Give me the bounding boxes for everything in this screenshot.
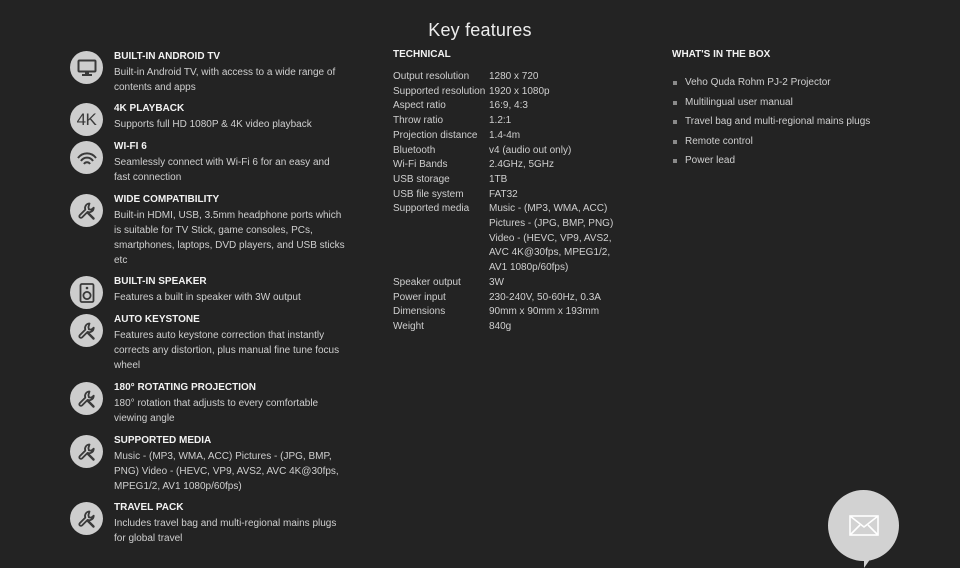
technical-value-line: 1920 x 1080p: [489, 85, 550, 97]
technical-label: Projection distance: [393, 129, 478, 141]
technical-value-line: 2.4GHz, 5GHz: [489, 159, 555, 171]
chat-bubble-tail: [864, 548, 878, 568]
box-heading: WHAT'S IN THE BOX: [672, 49, 771, 60]
feature-description: Supports full HD 1080P & 4K video playback: [114, 119, 312, 130]
feature-title: 4K PLAYBACK: [114, 103, 185, 114]
technical-value: [489, 188, 623, 203]
bullet-icon: [673, 101, 677, 105]
feature-title: AUTO KEYSTONE: [114, 314, 200, 325]
feature-description: Includes travel bag and multi-regional mains plugs for global travel: [114, 518, 337, 544]
box-item: [672, 112, 902, 132]
technical-label: Throw ratio: [393, 115, 444, 127]
feature-title: 180° ROTATING PROJECTION: [114, 382, 256, 393]
technical-value: [489, 291, 623, 306]
bullet-icon: [673, 140, 677, 144]
technical-value-line: AVC 4K@30fps, MPEG1/2,: [489, 247, 611, 259]
technical-value-line: Video - (HEVC, VP9, AVS2,: [489, 232, 612, 244]
box-item-label: Power lead: [685, 155, 736, 166]
technical-value: [489, 202, 623, 276]
technical-label: USB file system: [393, 188, 464, 200]
tv-icon: [70, 51, 103, 84]
technical-value: [489, 158, 623, 173]
technical-label: Weight: [393, 320, 424, 332]
technical-label: Output resolution: [393, 71, 470, 82]
technical-label: Supported resolution: [393, 85, 486, 97]
technical-label: Aspect ratio: [393, 100, 446, 112]
technical-value-line: Music - (MP3, WMA, ACC): [489, 203, 608, 215]
technical-value: [489, 129, 623, 144]
technical-value-line: 1280 x 720: [489, 71, 539, 82]
box-item: [672, 93, 902, 113]
technical-row: [393, 114, 623, 129]
feature-title: SUPPORTED MEDIA: [114, 435, 212, 446]
technical-value-line: FAT32: [489, 188, 518, 200]
technical-specs: [393, 48, 623, 335]
technical-value: [489, 114, 623, 129]
technical-row: [393, 202, 623, 276]
bullet-icon: [673, 159, 677, 163]
box-item-label: Travel bag and multi-regional mains plugs: [685, 116, 871, 127]
technical-row: [393, 129, 623, 144]
box-item: [672, 151, 902, 171]
wrench-icon: [70, 382, 103, 415]
technical-value-line: 3W: [489, 276, 504, 288]
technical-value-line: v4 (audio out only): [489, 144, 572, 156]
technical-value-line: 840g: [489, 320, 512, 332]
feature-title: WI-FI 6: [114, 141, 147, 152]
technical-label: Dimensions: [393, 306, 446, 318]
technical-row: [393, 70, 623, 85]
box-item-label: Multilingual user manual: [685, 96, 793, 108]
technical-row: [393, 291, 623, 306]
technical-value-line: 16:9, 4:3: [489, 100, 528, 112]
bullet-icon: [673, 120, 677, 124]
technical-label: Bluetooth: [393, 144, 436, 156]
feature-title: BUILT-IN ANDROID TV: [114, 51, 221, 62]
technical-row: [393, 188, 623, 203]
4k-icon-text: 4K: [76, 109, 97, 129]
technical-value-line: 1.4-4m: [489, 129, 521, 141]
4k-icon: [70, 103, 103, 136]
technical-value-line: Pictures - (JPG, BMP, PNG): [489, 218, 614, 230]
wrench-icon: [70, 314, 103, 347]
page-title: Key features: [428, 20, 532, 41]
technical-label: Power input: [393, 291, 446, 303]
technical-row: [393, 320, 623, 335]
technical-row: [393, 85, 623, 100]
technical-value-line: AV1 1080p/60fps): [489, 262, 569, 274]
box-item: [672, 132, 902, 152]
feature-description: 180° rotation that adjusts to every comfortable viewing angle: [114, 398, 319, 424]
feature-title: WIDE COMPATIBILITY: [114, 194, 220, 205]
technical-row: [393, 144, 623, 159]
box-item-label: Veho Quda Rohm PJ-2 Projector: [685, 77, 831, 88]
technical-value: [489, 70, 623, 85]
feature-description: Music - (MP3, WMA, ACC) Pictures - (JPG, BMP, PNG) Video - (HEVC, VP9, AVS2, AVC 4K@30fps, MPEG1/2, AV1 1080p/60fps): [114, 451, 339, 492]
wifi-icon: [70, 141, 103, 174]
technical-row: [393, 158, 623, 173]
speaker-icon: [70, 276, 103, 309]
technical-value: [489, 99, 623, 114]
feature-description: Seamlessly connect with Wi-Fi 6 for an easy and fast connection: [114, 157, 330, 183]
technical-value-line: 1TB: [489, 173, 508, 185]
technical-value: [489, 276, 623, 291]
wrench-icon: [70, 502, 103, 535]
technical-row: [393, 173, 623, 188]
chat-button[interactable]: [828, 490, 899, 561]
technical-label: Speaker output: [393, 276, 461, 288]
bullet-icon: [673, 81, 677, 85]
technical-label: Supported media: [393, 203, 470, 215]
mail-icon: [849, 515, 879, 536]
technical-value-line: 1.2:1: [489, 115, 512, 127]
technical-value: [489, 320, 623, 335]
box-item: [672, 73, 902, 93]
technical-row: [393, 276, 623, 291]
feature-description: Built-in HDMI, USB, 3.5mm headphone ports which is suitable for TV Stick, game consoles, PCs, smartphones, laptops, DVD players, and USB sticks etc: [114, 210, 345, 266]
box-items-list: [672, 73, 902, 171]
technical-row: [393, 305, 623, 320]
technical-value-line: 90mm x 90mm x 193mm: [489, 306, 600, 318]
technical-value: [489, 173, 623, 188]
technical-value: [489, 85, 623, 100]
technical-value: [489, 305, 623, 320]
technical-value: [489, 144, 623, 159]
box-item-label: Remote control: [685, 135, 753, 147]
feature-description: Features a built in speaker with 3W output: [114, 292, 301, 303]
technical-label: Wi-Fi Bands: [393, 159, 448, 171]
wrench-icon: [70, 194, 103, 227]
technical-table: [393, 70, 623, 335]
feature-description: Features auto keystone correction that instantly corrects any distortion, plus manual fine tune focus wheel: [114, 330, 340, 371]
technical-row: [393, 99, 623, 114]
technical-label: USB storage: [393, 173, 450, 185]
wrench-icon: [70, 435, 103, 468]
feature-title: BUILT-IN SPEAKER: [114, 276, 207, 287]
feature-title: TRAVEL PACK: [114, 502, 184, 513]
technical-value-line: 230-240V, 50-60Hz, 0.3A: [489, 291, 601, 303]
feature-description: Built-in Android TV, with access to a wide range of contents and apps: [114, 67, 336, 93]
whats-in-the-box: [672, 48, 902, 171]
technical-heading: TECHNICAL: [393, 49, 451, 60]
